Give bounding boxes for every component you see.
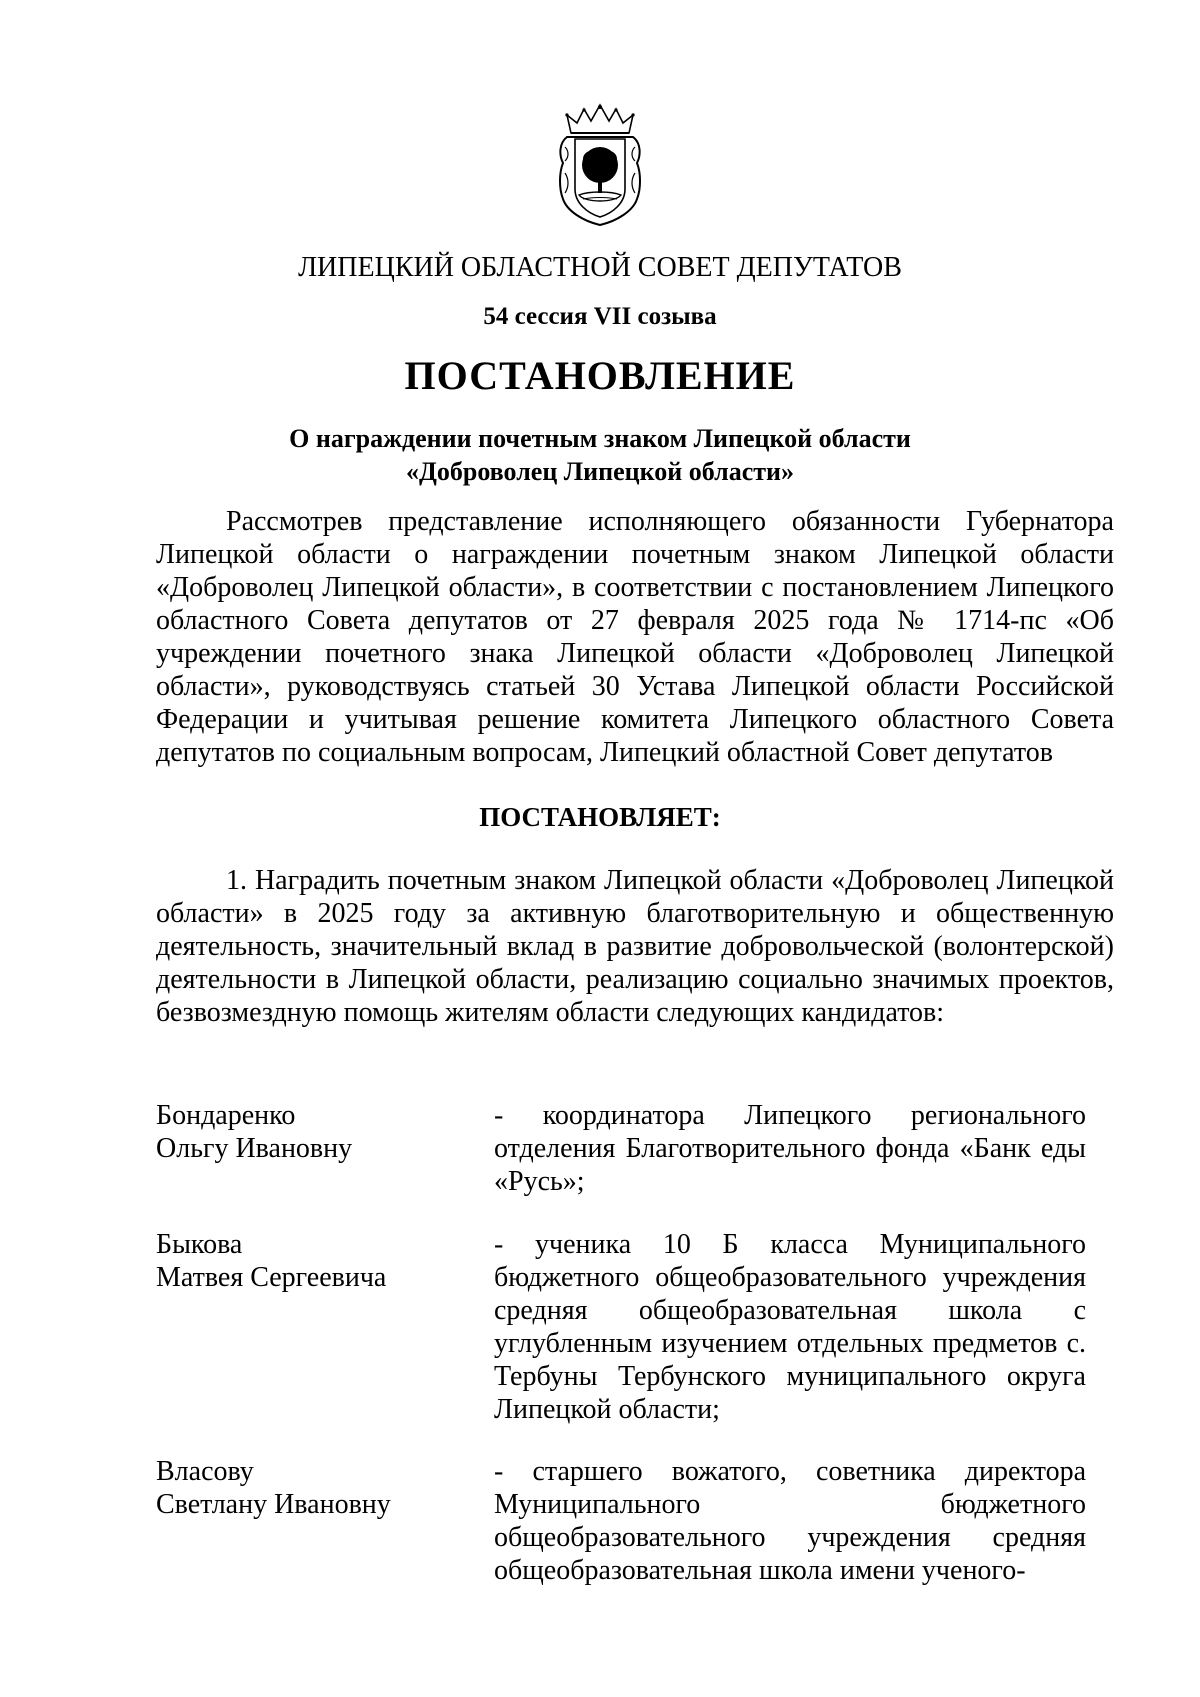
candidate-name: Быкова Матвея Сергеевича: [156, 1229, 387, 1293]
preamble-paragraph: Рассмотрев представление исполняющего обязанности Губернатора Липецкой области о награждении почетным знаком Липецкой области «Доброволец Липецкой области», в соответствии с постановлением Липецкого областного Совета депутатов от 27 февраля 2025 года № 1714-пс «Об учреждении почетного знака Липецкой области «Доброволец Липецкой области», руководствуясь статьей 30 Устава Липецкой области Российской Федерации и учитывая решение комитета Липецкого областного Совета депутатов по социальным вопросам, Липецкий областной Совет депутатов: [156, 506, 1114, 768]
document-type: ПОСТАНОВЛЕНИЕ: [404, 353, 796, 398]
subject-line-2: «Доброволец Липецкой области»: [405, 457, 795, 486]
council-name: ЛИПЕЦКИЙ ОБЛАСТНОЙ СОВЕТ ДЕПУТАТОВ: [298, 252, 902, 283]
candidate-name: Бондаренко Ольгу Ивановну: [156, 1100, 353, 1164]
subject-line-1: О награждении почетным знаком Липецкой области: [289, 424, 911, 453]
session-number: 54 сессия VII созыва: [483, 303, 717, 330]
candidate-role: - ученика 10 Б класса Муниципального бюджетного общеобразовательного учреждения средняя общеобразовательная школа с углубленным изучением отдельных предметов с. Тербуны Тербунского муниципального округа Липецкой области;: [494, 1229, 1086, 1425]
document-subject: [155, 422, 1045, 488]
candidate-role: - координатора Липецкого регионального отделения Благотворительного фонда «Банк еды «Русь»;: [494, 1100, 1086, 1197]
coat-of-arms-emblem: [557, 103, 643, 227]
candidate-name: Власову Светлану Ивановну: [156, 1456, 391, 1520]
item-1-paragraph: 1. Наградить почетным знаком Липецкой области «Доброволец Липецкой области» в 2025 году за активную благотворительную и общественную деятельность, значительный вклад в развитие добровольческой (волонтерской) деятельности в Липецкой области, реализацию социально значимых проектов, безвозмездную помощь жителям области следующих кандидатов:: [156, 865, 1114, 1028]
resolves-heading: ПОСТАНОВЛЯЕТ:: [479, 802, 721, 832]
candidate-role: - старшего вожатого, советника директора Муниципального бюджетного общеобразовательного учреждения средняя общеобразовательная школа имени ученого-: [494, 1456, 1086, 1586]
